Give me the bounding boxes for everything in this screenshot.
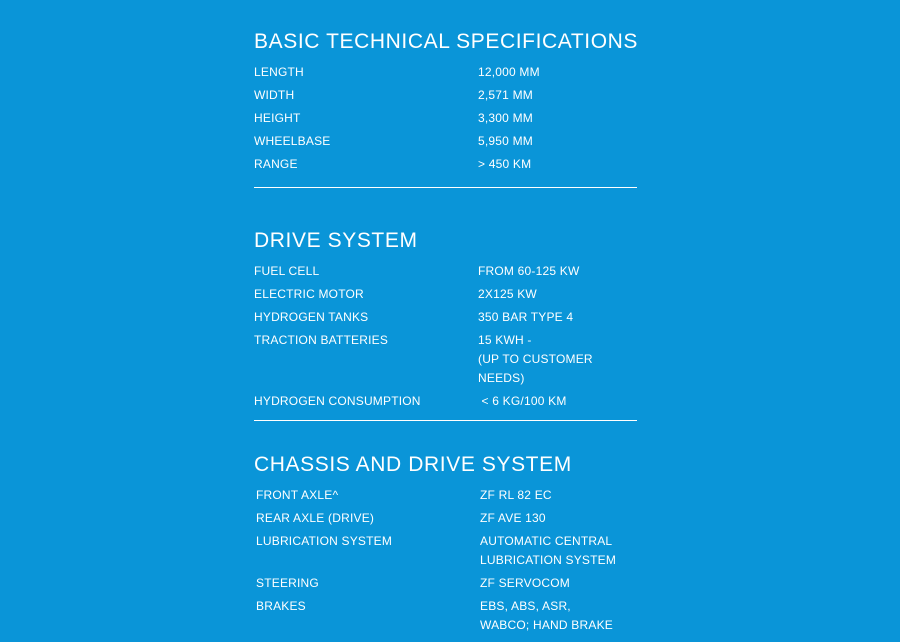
spec-label: HYDROGEN TANKS [254, 310, 369, 324]
spec-label: WIDTH [254, 88, 295, 102]
spec-table [254, 63, 638, 174]
spec-label: STEERING [256, 576, 319, 590]
spec-row-wheelbase [254, 132, 638, 151]
spec-label: WHEELBASE [254, 134, 331, 148]
spec-value: ZF SERVOCOM [480, 576, 570, 590]
spec-row-rear-axle [256, 509, 638, 528]
spec-label: LUBRICATION SYSTEM [256, 534, 393, 548]
spec-label: FUEL CELL [254, 264, 320, 278]
spec-value: < 6 KG/100 KM [478, 394, 567, 408]
spec-row-electric-motor [254, 285, 638, 304]
chassis-section [254, 453, 638, 639]
section-title: CHASSIS AND DRIVE SYSTEM [254, 453, 572, 476]
spec-value: 5,950 MM [478, 134, 533, 148]
spec-row-width [254, 86, 638, 105]
spec-row-length [254, 63, 638, 82]
spec-label: TRACTION BATTERIES [254, 333, 389, 347]
spec-label: ELECTRIC MOTOR [254, 287, 364, 301]
spec-value: ZF RL 82 EC [480, 488, 552, 502]
spec-value: FROM 60-125 KW [478, 264, 580, 278]
section-divider [254, 187, 637, 188]
spec-row-range [254, 155, 638, 174]
spec-label: HEIGHT [254, 111, 301, 125]
spec-row-height [254, 109, 638, 128]
spec-value: 350 BAR TYPE 4 [478, 310, 574, 324]
spec-label: BRAKES [256, 599, 306, 613]
spec-value: > 450 KM [478, 157, 532, 171]
section-divider [254, 420, 637, 421]
spec-row-front-axle [256, 486, 638, 505]
spec-row-hydrogen-consumption [254, 392, 638, 411]
spec-table [254, 486, 638, 635]
spec-value: 3,300 MM [478, 111, 533, 125]
spec-label: FRONT AXLE^ [256, 488, 339, 502]
spec-row-hydrogen-tanks [254, 308, 638, 327]
spec-row-fuel-cell [254, 262, 638, 281]
basic-specs-section [254, 30, 638, 188]
spec-value: ZF AVE 130 [480, 511, 546, 525]
spec-value: 2X125 KW [478, 287, 537, 301]
spec-label: HYDROGEN CONSUMPTION [254, 394, 421, 408]
spec-value: EBS, ABS, ASR, WABCO; HAND BRAKE [480, 599, 613, 632]
section-title: DRIVE SYSTEM [254, 229, 418, 252]
spec-row-traction-batteries [254, 331, 638, 388]
spec-value: 15 KWH - (UP TO CUSTOMER NEEDS) [478, 333, 593, 385]
spec-label: REAR AXLE (DRIVE) [256, 511, 375, 525]
spec-table [254, 262, 638, 411]
spec-row-lubrication [256, 532, 638, 570]
spec-value: AUTOMATIC CENTRAL LUBRICATION SYSTEM [480, 534, 617, 567]
spec-row-steering [256, 574, 638, 593]
spec-label: RANGE [254, 157, 298, 171]
drive-system-section [254, 229, 638, 421]
spec-value: 12,000 MM [478, 65, 540, 79]
spec-label: LENGTH [254, 65, 304, 79]
spec-value: 2,571 MM [478, 88, 533, 102]
section-title: BASIC TECHNICAL SPECIFICATIONS [254, 30, 639, 53]
spec-row-brakes [256, 597, 638, 635]
